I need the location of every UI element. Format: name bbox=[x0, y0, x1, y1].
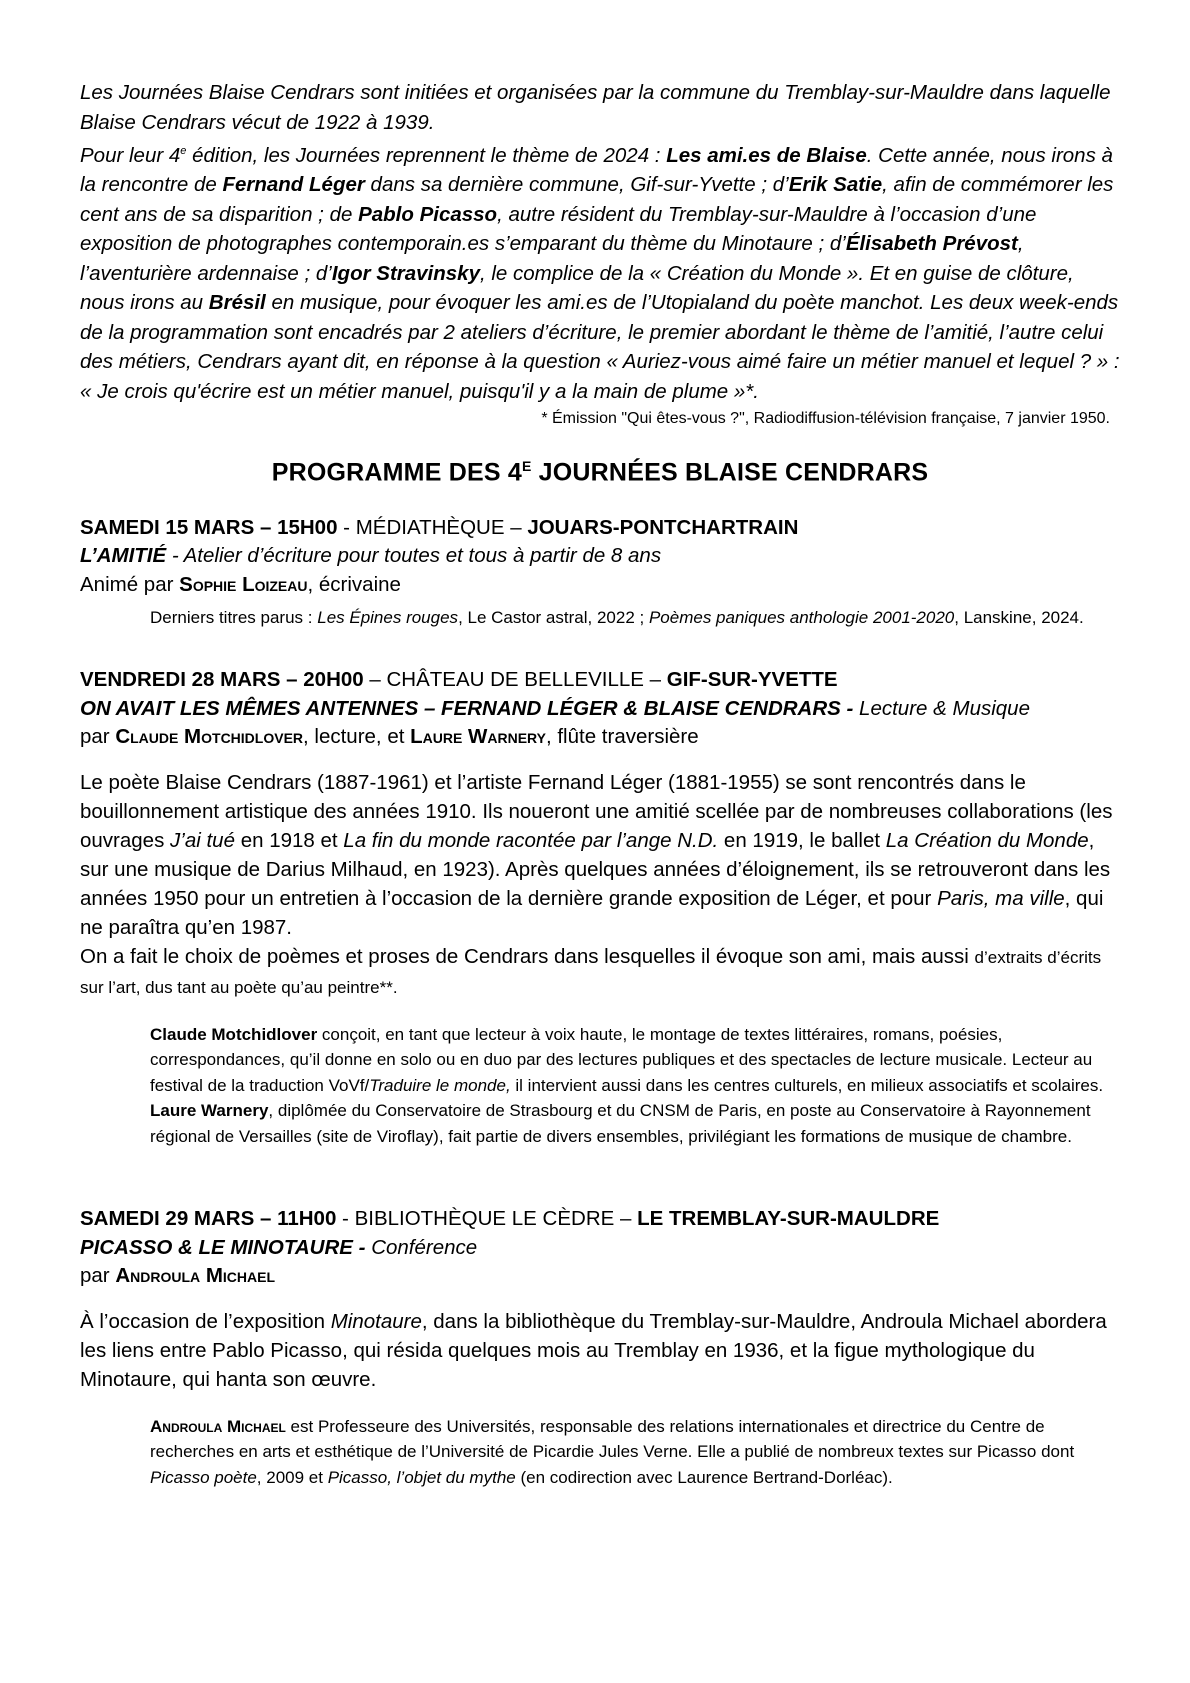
programme-title-b: JOURNÉES BLAISE CENDRARS bbox=[531, 458, 929, 487]
intro-text bbox=[80, 78, 1120, 406]
intro-p2-sup: e bbox=[180, 145, 187, 157]
event-2-body-a: Le poète Blaise Cendrars (1887-1961) et l’artiste Fernand Léger (1881-1955) se sont rencontrés dans le bouillonnement artistique des années 1910. Ils noueront une amitié scellée par de nombreuses collaborations (les ouvrages bbox=[80, 770, 1113, 852]
event-1-title-line bbox=[80, 542, 1120, 571]
event-3-title-line bbox=[80, 1234, 1120, 1263]
event-1-title: L’AMITIÉ bbox=[80, 544, 167, 568]
event-3-title: PICASSO & LE MINOTAURE - bbox=[80, 1235, 366, 1259]
event-1-host-name: Sophie Loizeau bbox=[179, 572, 308, 596]
bio-motchidlover bbox=[150, 1022, 1120, 1099]
event-3-speaker bbox=[80, 1262, 1120, 1291]
intro-p2-c: . Cette année, nous irons à la rencontre de bbox=[80, 143, 1113, 197]
event-2 bbox=[80, 666, 1120, 1149]
intro-p2-i: en musique, pour évoquer les ami.es de l’Utopialand du poète manchot. Les deux week-ends de la programmation sont encadrés par 2 ateliers d’écriture, le premier abordant le thème de l’amitié, l’autre celui des métiers, Cendrars ayant dit, en réponse à la question « Auriez-vous aimé faire un métier manuel et lequel ? » : « Je crois qu'écrire est un métier manuel, puisqu'il y a la main de plume »*. bbox=[80, 291, 1120, 403]
event-1-detail-c: , Le Castor astral, 2022 ; bbox=[458, 608, 649, 628]
event-1-detail-b: Les Épines rouges bbox=[317, 608, 459, 628]
event-3-date: SAMEDI 29 MARS – 11H00 bbox=[80, 1207, 337, 1231]
intro-bresil: Brésil bbox=[208, 291, 266, 315]
event-2-by-mid: , lecture, et bbox=[303, 725, 411, 749]
intro-p2-d: dans sa dernière commune, Gif-sur-Yvette ; d’ bbox=[364, 173, 789, 197]
event-1-subtitle: - Atelier d’écriture pour toutes et tous à partir de 8 ans bbox=[166, 544, 662, 568]
bio-3-b: Picasso poète bbox=[150, 1467, 257, 1487]
event-1 bbox=[80, 514, 1120, 631]
event-3-venue: - BIBLIOTHÈQUE LE CÈDRE – bbox=[336, 1207, 638, 1231]
event-2-body-g: , sur une musique de Darius Milhaud, en 1923). Après quelques années d’éloignement, ils se retrouveront dans les années 1950 pour un entretien à l’occasion de la dernière grande exposition de Léger, et pour bbox=[80, 828, 1111, 910]
event-3-description bbox=[80, 1307, 1120, 1394]
intro-p2-g: , l’aventurière ardennaise ; d’ bbox=[80, 232, 1024, 285]
event-3-body-a: À l’occasion de l’exposition bbox=[80, 1309, 331, 1333]
bio-1-b: Traduire le monde, bbox=[369, 1075, 511, 1095]
event-2-body-f: La Création du Monde bbox=[885, 828, 1089, 852]
bio-1-name: Claude Motchidlover bbox=[150, 1024, 318, 1044]
event-2-body-c: en 1918 et bbox=[235, 828, 344, 852]
event-1-host bbox=[80, 571, 1120, 600]
event-1-venue: - MÉDIATHÈQUE – bbox=[337, 515, 528, 539]
event-3-by-prefix: par bbox=[80, 1264, 116, 1288]
event-2-body-b: J’ai tué bbox=[170, 828, 235, 852]
intro-stravinsky: Igor Stravinsky bbox=[331, 261, 480, 285]
event-1-town: JOUARS-PONTCHARTRAIN bbox=[527, 515, 799, 539]
bio-1-c: il intervient aussi dans les centres culturels, en milieux associatifs et scolaires. bbox=[510, 1075, 1104, 1095]
event-3-subtitle: Conférence bbox=[365, 1235, 478, 1259]
bio-3-e: (en codirection avec Laurence Bertrand-Dorléac). bbox=[515, 1467, 893, 1487]
bio-3-a: est Professeure des Universités, responsable des relations internationales et directrice du Centre de recherches en arts et esthétique de l’Université de Picardie Jules Verne. Elle a publié de nombreux textes sur Picasso dont bbox=[150, 1416, 1075, 1462]
event-1-date: SAMEDI 15 MARS – 15H00 bbox=[80, 515, 338, 539]
event-2-bios bbox=[150, 1022, 1120, 1150]
bio-1-a: conçoit, en tant que lecteur à voix haute, le montage de textes littéraires, romans, poésies, correspondances, qu’il donne en solo ou en duo par des lectures publiques et des spectacles de lecture musicale. Lecteur au festival de la traduction VoVf/ bbox=[150, 1024, 1093, 1095]
intro-paragraph-1 bbox=[80, 78, 1120, 137]
bio-2-a: , diplômée du Conservatoire de Strasbourg et du CNSM de Paris, en poste au Conservatoire à Rayonnement régional de Versailles (site de Viroflay), fait partie de divers ensembles, privilégiant les formations de musique de chambre. bbox=[150, 1101, 1091, 1146]
event-1-header bbox=[80, 514, 1120, 543]
event-2-body-i: , qui ne paraîtra qu’en 1987. bbox=[80, 886, 1104, 939]
intro-p2-b: édition, les Journées reprennent le thème de 2024 : bbox=[186, 143, 667, 167]
intro-p2-f: , autre résident du Tremblay-sur-Mauldre à l’occasion d’une exposition de photographes contemporain.es s’emparant du thème du Minotaure ; d’ bbox=[80, 202, 1037, 256]
bio-2-name: Laure Warnery bbox=[150, 1101, 269, 1121]
event-3-bio bbox=[150, 1414, 1120, 1491]
event-2-date: VENDREDI 28 MARS – 20H00 bbox=[80, 668, 364, 692]
programme-title-sup: E bbox=[521, 458, 532, 475]
event-1-by-suffix: , écrivaine bbox=[307, 572, 401, 596]
event-2-performers bbox=[80, 723, 1120, 752]
event-2-body2-b: d’extraits d’écrits sur l’art, dus tant au poète qu’au peintre**. bbox=[80, 947, 1102, 997]
event-3-header bbox=[80, 1205, 1120, 1234]
document-page bbox=[80, 78, 1120, 1490]
intro-prevost: Élisabeth Prévost bbox=[845, 232, 1018, 256]
event-2-body-h: Paris, ma ville bbox=[937, 886, 1065, 910]
event-2-body2-a: On a fait le choix de poèmes et proses de Cendrars dans lesquelles il évoque son ami, mais aussi bbox=[80, 944, 975, 968]
intro-p2-e: , afin de commémorer les cent ans de sa disparition ; de bbox=[80, 173, 1114, 226]
event-3-speaker-name: Androula Michael bbox=[115, 1264, 276, 1288]
event-2-title: ON AVAIT LES MÊMES ANTENNES – FERNAND LÉGER & BLAISE CENDRARS - bbox=[80, 696, 854, 720]
intro-leger: Fernand Léger bbox=[222, 173, 365, 197]
event-2-by-suffix: , flûte traversière bbox=[545, 725, 699, 749]
event-2-performer-1: Claude Motchidlover bbox=[115, 725, 304, 749]
event-1-detail bbox=[150, 605, 1120, 630]
intro-p1-text: Les Journées Blaise Cendrars sont initiées et organisées par la commune du Tremblay-sur-Mauldre dans laquelle Blaise Cendrars vécut de 1922 à 1939. bbox=[80, 81, 1111, 134]
bio-michael bbox=[150, 1414, 1120, 1491]
intro-picasso: Pablo Picasso bbox=[358, 202, 498, 226]
event-2-description bbox=[80, 768, 1120, 1002]
intro-p2-h: , le complice de la « Création du Monde ». Et en guise de clôture, nous irons au bbox=[80, 261, 1074, 315]
programme-title bbox=[80, 458, 1120, 487]
event-2-title-line bbox=[80, 695, 1120, 724]
intro-theme: Les ami.es de Blaise bbox=[666, 143, 867, 167]
intro-paragraph-2 bbox=[80, 137, 1120, 406]
event-2-header bbox=[80, 666, 1120, 695]
intro-satie: Erik Satie bbox=[788, 173, 883, 197]
event-1-detail-e: , Lanskine, 2024. bbox=[954, 608, 1084, 628]
event-2-body-e: en 1919, le ballet bbox=[718, 828, 886, 852]
event-2-subtitle: Lecture & Musique bbox=[853, 696, 1030, 720]
bio-3-name: Androula Michael bbox=[150, 1416, 286, 1436]
event-3-town: LE TREMBLAY-SUR-MAULDRE bbox=[637, 1207, 940, 1231]
intro-p2-a: Pour leur 4 bbox=[80, 143, 181, 167]
event-1-detail-a: Derniers titres parus : bbox=[150, 608, 318, 628]
bio-3-c: , 2009 et bbox=[256, 1467, 328, 1487]
event-2-by-prefix: par bbox=[80, 725, 116, 749]
event-3-body-b: Minotaure bbox=[330, 1309, 422, 1333]
event-3-body-c: , dans la bibliothèque du Tremblay-sur-Mauldre, Androula Michael abordera les liens entre Pablo Picasso, qui résida quelques mois au Tremblay en 1936, et la figue mythologique du Minotaure, qui hanta son œuvre. bbox=[80, 1309, 1107, 1391]
bio-warnery bbox=[150, 1098, 1120, 1149]
programme-title-a: PROGRAMME DES 4 bbox=[271, 458, 522, 487]
event-2-performer-2: Laure Warnery bbox=[410, 725, 546, 749]
event-2-venue: – CHÂTEAU DE BELLEVILLE – bbox=[363, 668, 667, 692]
bio-3-d: Picasso, l’objet du mythe bbox=[327, 1467, 516, 1487]
footnote: * Émission "Qui êtes-vous ?", Radiodiffusion-télévision française, 7 janvier 1950. bbox=[541, 410, 1110, 428]
event-2-town: GIF-SUR-YVETTE bbox=[666, 668, 838, 692]
event-3 bbox=[80, 1205, 1120, 1490]
event-1-by-prefix: Animé par bbox=[80, 572, 180, 596]
event-1-detail-d: Poèmes paniques anthologie 2001-2020 bbox=[648, 608, 955, 628]
event-2-body-d: La fin du monde racontée par l’ange N.D. bbox=[343, 828, 719, 852]
